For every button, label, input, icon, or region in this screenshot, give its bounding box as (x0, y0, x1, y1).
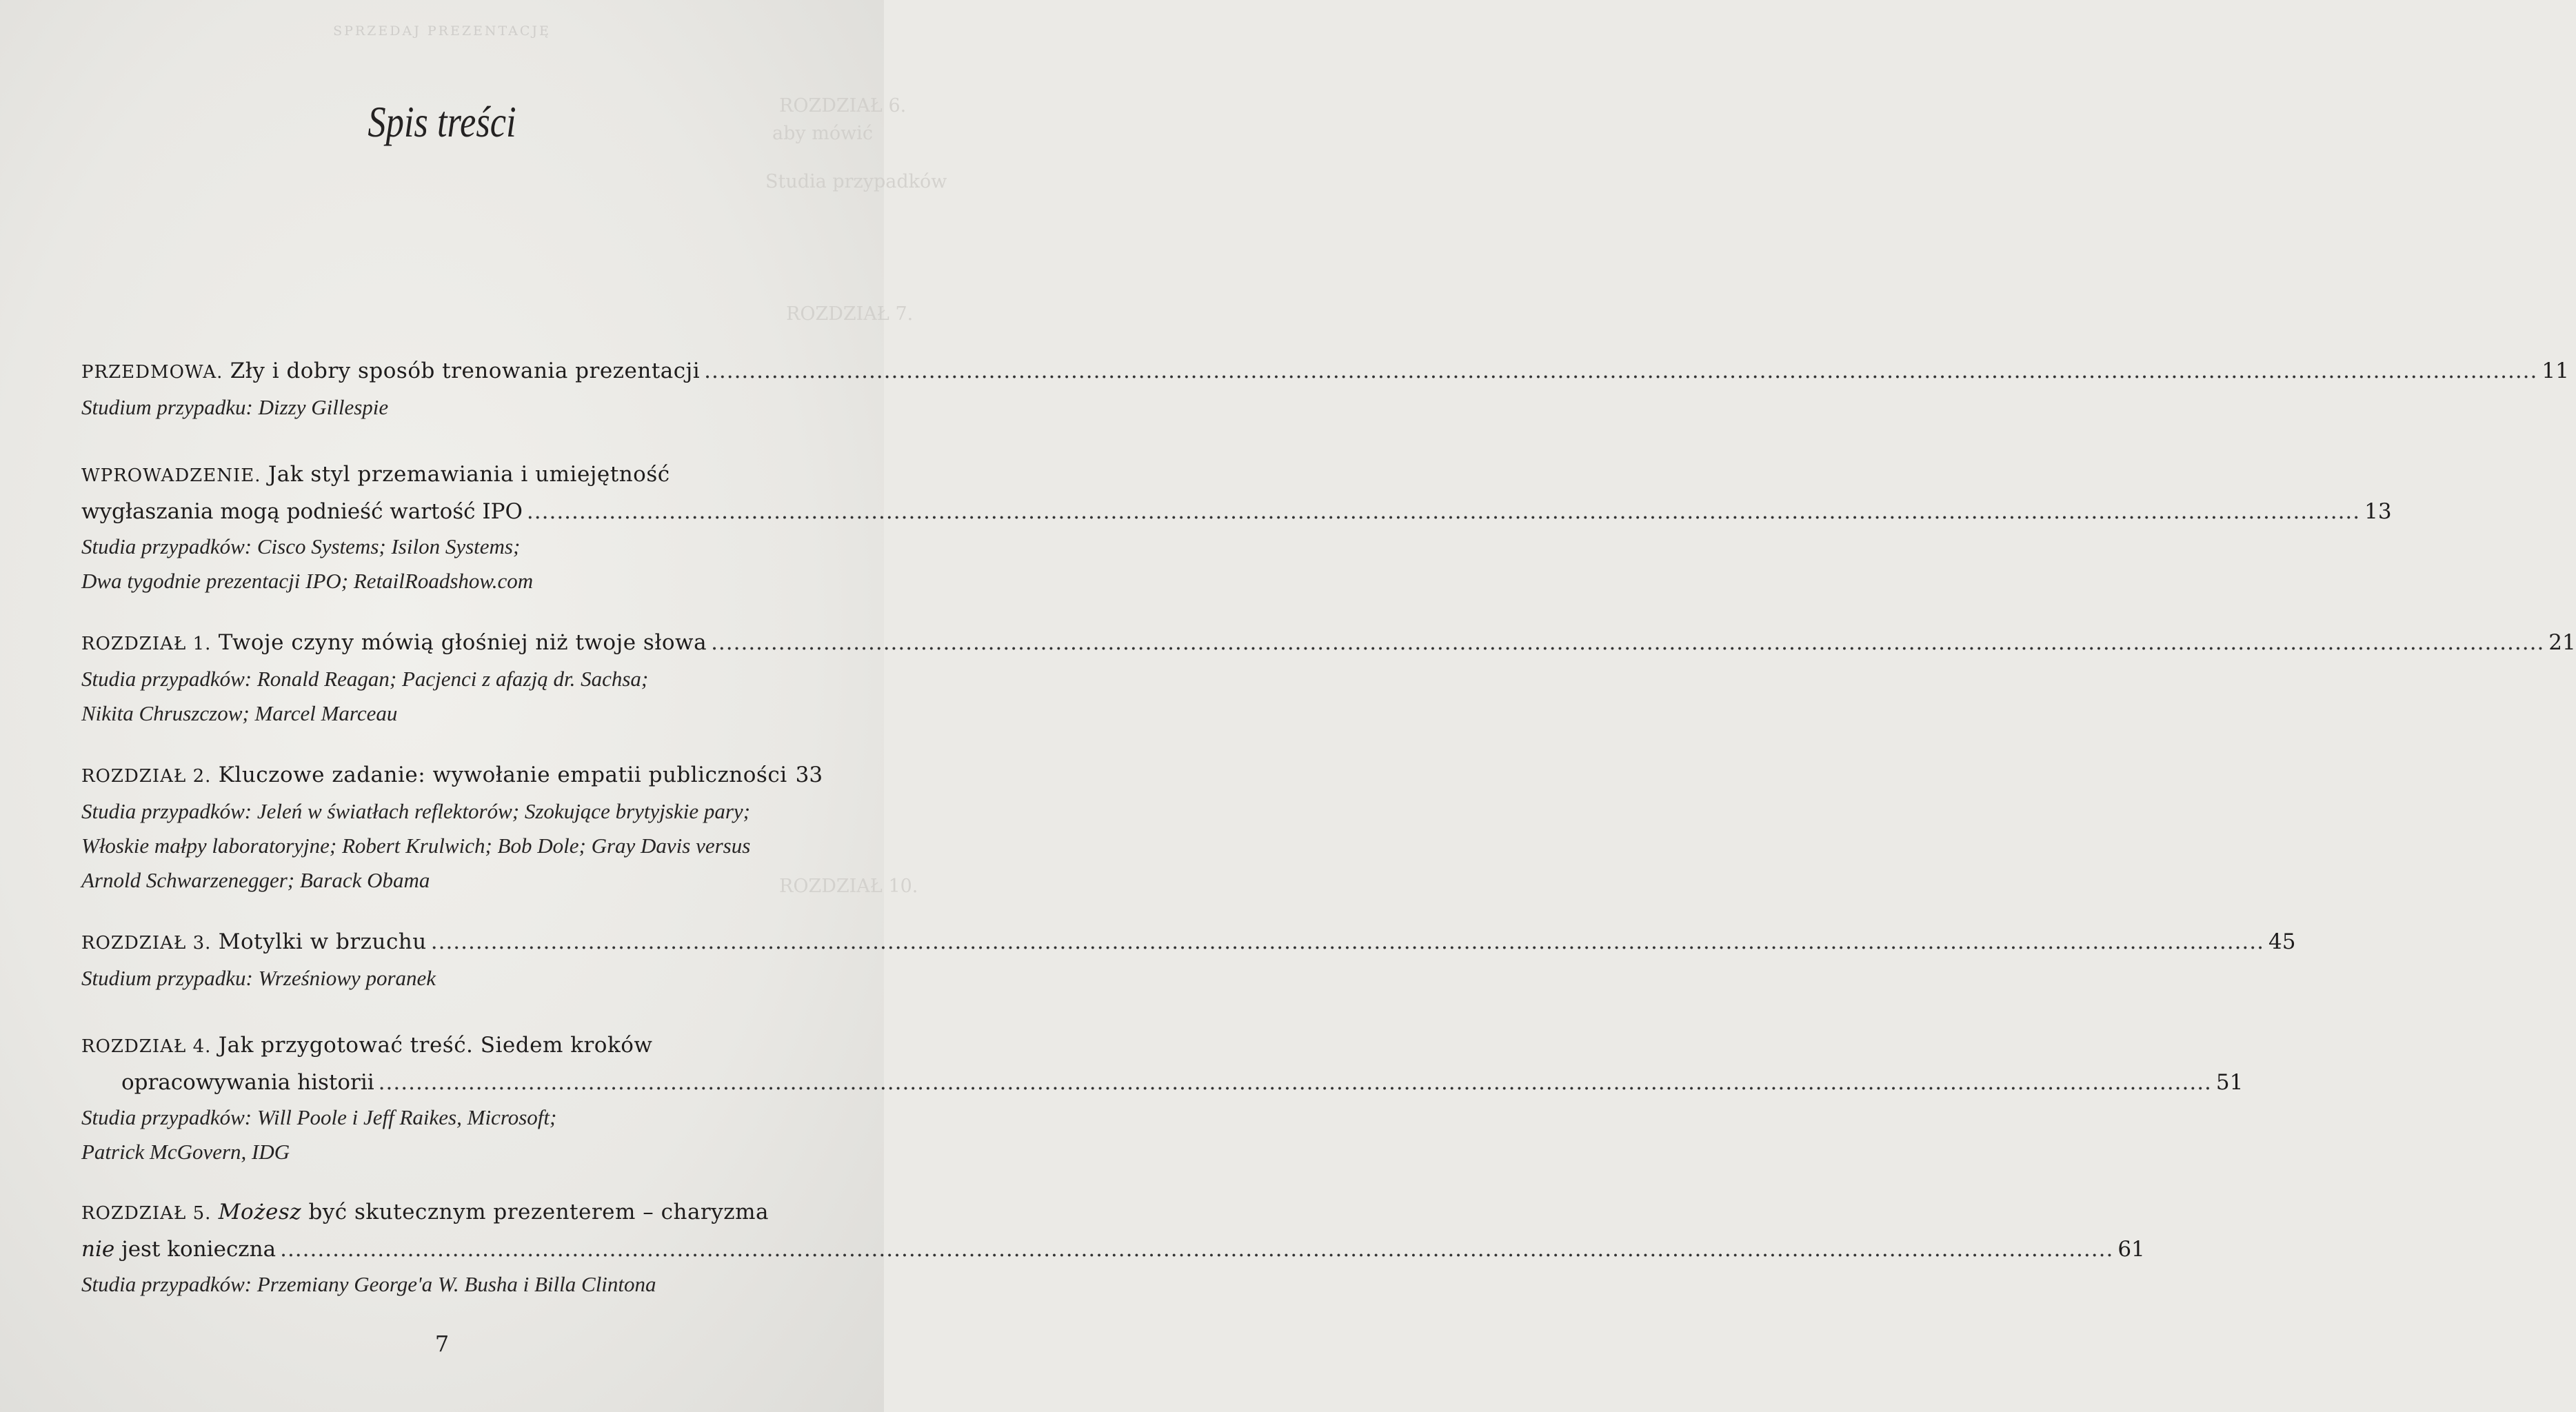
book-page: SPRZEDAJ PREZENTACJĘ ROZDZIAŁ 6. aby mówić Studia przypadków ROZDZIAŁ 7. ROZDZIAŁ 10. Spis treści PRZEDMOWA. Zły i dobry sposób trenowania prezentacji ..... 11 Studium przypadku: Dizzy Gillespie WPROWADZENIE. Jak styl przemawiania i umiejętność wygłaszania mogą podnieść wartość IPO ..... 13 Studia przypadków: Cisco Systems; Isilon Systems; Dwa tygodnie prezentacji IPO; RetailRoadshow.com ROZDZIAŁ 1. Twoje czyny mówią głośniej niż twoje słowa ..... 21 Studia przypadków: Ronald Reagan; Pacjenci z afazją dr. Sachsa; Nikita Chruszczow; Marcel Marceau ROZDZIAŁ 2. Kluczowe zadanie: wywołanie empatii publiczności 33 Studia przypadków: Jeleń w światłach reflektorów; Szokujące brytyjskie pary; Włoskie małpy laboratoryjne; Robert Krulwich; Bob Dole; Gray Davis versus Arnold Schwarzenegger; Barack Obama ROZDZIAŁ 3. Motylki w brzuchu ..... 45 Studium przypadku: Wrześniowy poranek ROZDZIAŁ 4. Jak przygotować treść. Siedem kroków opracowywania historii ..... 51 Studia przypadków: Will Poole i Jeff Raikes, Microsoft; Patrick McGovern, IDG ROZDZIAŁ 5. Możesz być skutecznym prezenterem – charyzma nie jest konieczna ..... 61 Studia przypadków: Przemiany George'a W. Busha i Billa Clintona 7 (0, 0, 884, 1412)
entry-label: ROZDZIAŁ 1. (81, 634, 212, 654)
entry-label: ROZDZIAŁ 5. (81, 1203, 212, 1224)
entry-case-study: Patrick McGovern, IDG (81, 1140, 290, 1164)
entry-label: ROZDZIAŁ 4. (81, 1036, 212, 1057)
toc-entry-chapter-5 (81, 1194, 2145, 1302)
entry-case-study: Arnold Schwarzenegger; Barack Obama (81, 868, 430, 892)
entry-title: Jak przygotować treść. Siedem kroków (218, 1033, 653, 1058)
entry-page: 45 (2268, 929, 2296, 954)
entry-case-study: Studia przypadków: Ronald Reagan; Pacjenci z afazją dr. Sachsa; (81, 667, 649, 691)
toc-entry-preface (81, 353, 2569, 425)
entry-label: ROZDZIAŁ 2. (81, 766, 212, 787)
toc-entry-chapter-2 (81, 757, 823, 898)
toc-entry-chapter-3 (81, 924, 2296, 996)
entry-title: być skutecznym prezenterem – charyzma (308, 1200, 769, 1224)
entry-case-study: Studium przypadku: Wrześniowy poranek (81, 966, 436, 990)
entry-case-study: Dwa tygodnie prezentacji IPO; RetailRoadshow.com (81, 569, 534, 593)
leader-dots (431, 924, 2264, 960)
entry-title: Zły i dobry sposób trenowania prezentacji (230, 359, 701, 383)
entry-title-cont: wygłaszania mogą podnieść wartość IPO (81, 499, 523, 524)
entry-label: PRZEDMOWA. (81, 362, 223, 383)
entry-page: 13 (2364, 499, 2392, 524)
entry-title: Kluczowe zadanie: wywołanie empatii publiczności (218, 763, 787, 787)
entry-page: 11 (2542, 359, 2569, 383)
entry-title: Twoje czyny mówią głośniej niż twoje słowa (218, 630, 707, 655)
toc-entry-chapter-1 (81, 625, 2576, 731)
page-number: 7 (434, 1331, 450, 1357)
entry-title-cont: jest konieczna (121, 1237, 276, 1262)
page-title: Spis treści (368, 97, 516, 146)
leader-dots (711, 625, 2544, 660)
entry-case-study: Nikita Chruszczow; Marcel Marceau (81, 701, 398, 725)
entry-page: 51 (2215, 1070, 2244, 1095)
entry-case-study: Studia przypadków: Jeleń w światłach reflektorów; Szokujące brytyjskie pary; (81, 799, 750, 823)
leader-dots (379, 1065, 2212, 1100)
entry-title-emphasis: nie (81, 1237, 115, 1262)
entry-case-study: Włoskie małpy laboratoryjne; Robert Krulwich; Bob Dole; Gray Davis versus (81, 834, 751, 858)
entry-title: Jak styl przemawiania i umiejętność (268, 462, 670, 487)
entry-label: ROZDZIAŁ 3. (81, 933, 212, 954)
entry-case-study: Studia przypadków: Cisco Systems; Isilon Systems; (81, 534, 521, 558)
entry-title: Motylki w brzuchu (218, 929, 427, 954)
entry-label: WPROWADZENIE. (81, 465, 261, 486)
entry-page: 61 (2117, 1237, 2145, 1262)
leader-dots (280, 1231, 2113, 1267)
entry-case-study: Studium przypadku: Dizzy Gillespie (81, 395, 389, 419)
toc-entry-chapter-4 (81, 1027, 2244, 1169)
entry-page: 21 (2548, 630, 2576, 655)
entry-case-study: Studia przypadków: Przemiany George'a W. Busha i Billa Clintona (81, 1272, 656, 1296)
entry-page: 33 (795, 763, 823, 787)
leader-dots (527, 494, 2360, 530)
entry-title-emphasis: Możesz (218, 1200, 302, 1224)
toc-entry-introduction (81, 456, 2392, 598)
leader-dots (704, 353, 2537, 389)
entry-title-cont: opracowywania historii (121, 1070, 374, 1095)
entry-case-study: Studia przypadków: Will Poole i Jeff Raikes, Microsoft; (81, 1105, 557, 1129)
running-head: SPRZEDAJ PREZENTACJĘ (333, 23, 551, 39)
